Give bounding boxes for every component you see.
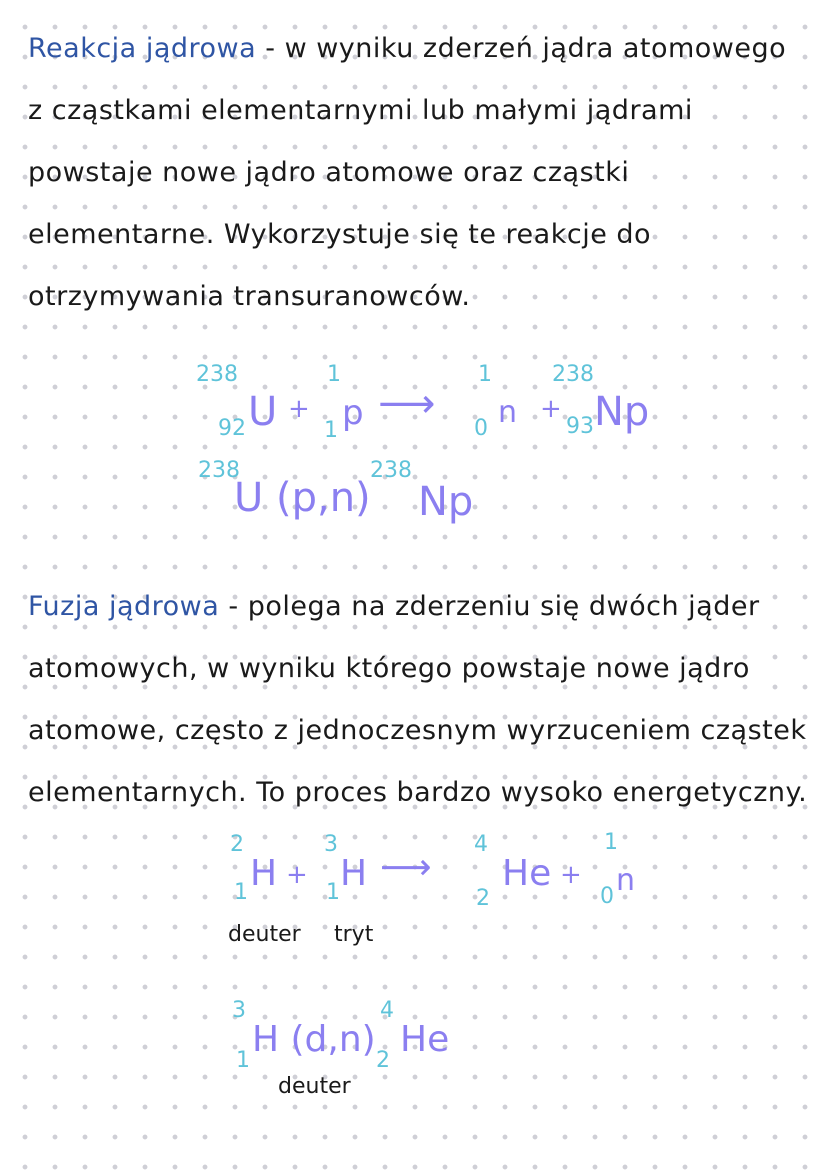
tritium-atomic-number: 1 [326,880,340,905]
helium-symbol: He [400,1019,450,1060]
definition-line [28,18,808,80]
neutron-mass-number: 1 [604,830,618,855]
tritium-mass-number: 3 [232,998,246,1023]
helium-atomic-number: 2 [476,886,490,911]
neutron-atomic-number: 0 [600,884,614,909]
neutron-mass-number: 1 [478,362,492,387]
neutron-atomic-number: 0 [474,416,488,441]
helium-symbol: He [502,853,552,894]
deuterium-atomic-number: 1 [234,880,248,905]
reaction-arrow: ⟶ [378,381,436,427]
uranium-pn-notation: U (p,n) [234,475,371,521]
tritium-atomic-number: 1 [236,1048,250,1073]
proton-mass-number: 1 [327,362,341,387]
definition-line: z cząstkami elementarnymi lub małymi jądrami [28,95,693,126]
proton-atomic-number: 1 [324,418,338,443]
tritium-dn-notation: H (d,n) [252,1019,376,1060]
uranium-mass-number: 238 [198,458,240,483]
tryt-label: tryt [334,922,374,947]
definition-line: elementarne. Wykorzystuje się te reakcje do [28,219,652,250]
neptunium-symbol: Np [418,479,474,525]
deuterium-mass-number: 2 [230,832,244,857]
definition-line: atomowe, często z jednoczesnym wyrzuceniem cząstek [28,715,807,746]
neutron-symbol: n [616,863,636,898]
proton-symbol: p [342,393,364,433]
plus-sign: + [288,394,310,424]
deuterium-symbol: H [250,853,278,894]
fusion-definition [28,576,808,824]
plus-sign: + [560,860,582,890]
definition-text: - polega na zderzeniu się dwóch jąder [219,591,760,622]
uranium-atomic-number: 92 [218,416,246,441]
plus-sign: + [286,860,308,890]
definition-line: atomowych, w wyniku którego powstaje nowe jądro [28,653,750,684]
definition-text: - w wyniku zderzeń jądra atomowego [256,33,787,64]
nuclear-reaction-term: Reakcja jądrowa [28,33,257,64]
reaction-arrow: ⟶ [380,847,432,888]
definition-line: powstaje nowe jądro atomowe oraz cząstki [28,157,630,188]
neptunium-mass-number: 238 [552,362,594,387]
neptunium-mass-number: 238 [370,458,412,483]
helium-atomic-number: 2 [376,1048,390,1073]
definition-line [28,576,808,638]
helium-mass-number: 4 [474,832,488,857]
uranium-symbol: U [248,389,278,435]
definition-line: otrzymywania transuranowców. [28,281,471,312]
nuclear-reaction-definition [28,18,808,328]
neutron-symbol: n [498,395,518,430]
tritium-mass-number: 3 [324,832,338,857]
helium-mass-number: 4 [380,998,394,1023]
neptunium-atomic-number: 93 [566,414,594,439]
uranium-mass-number: 238 [196,362,238,387]
deuter-label: deuter [278,1074,351,1099]
tritium-symbol: H [340,853,368,894]
definition-line: elementarnych. To proces bardzo wysoko energetyczny. [28,777,808,808]
deuter-label: deuter [228,922,301,947]
plus-sign: + [540,394,562,424]
neptunium-symbol: Np [594,389,650,435]
fusion-term: Fuzja jądrowa [28,591,220,622]
